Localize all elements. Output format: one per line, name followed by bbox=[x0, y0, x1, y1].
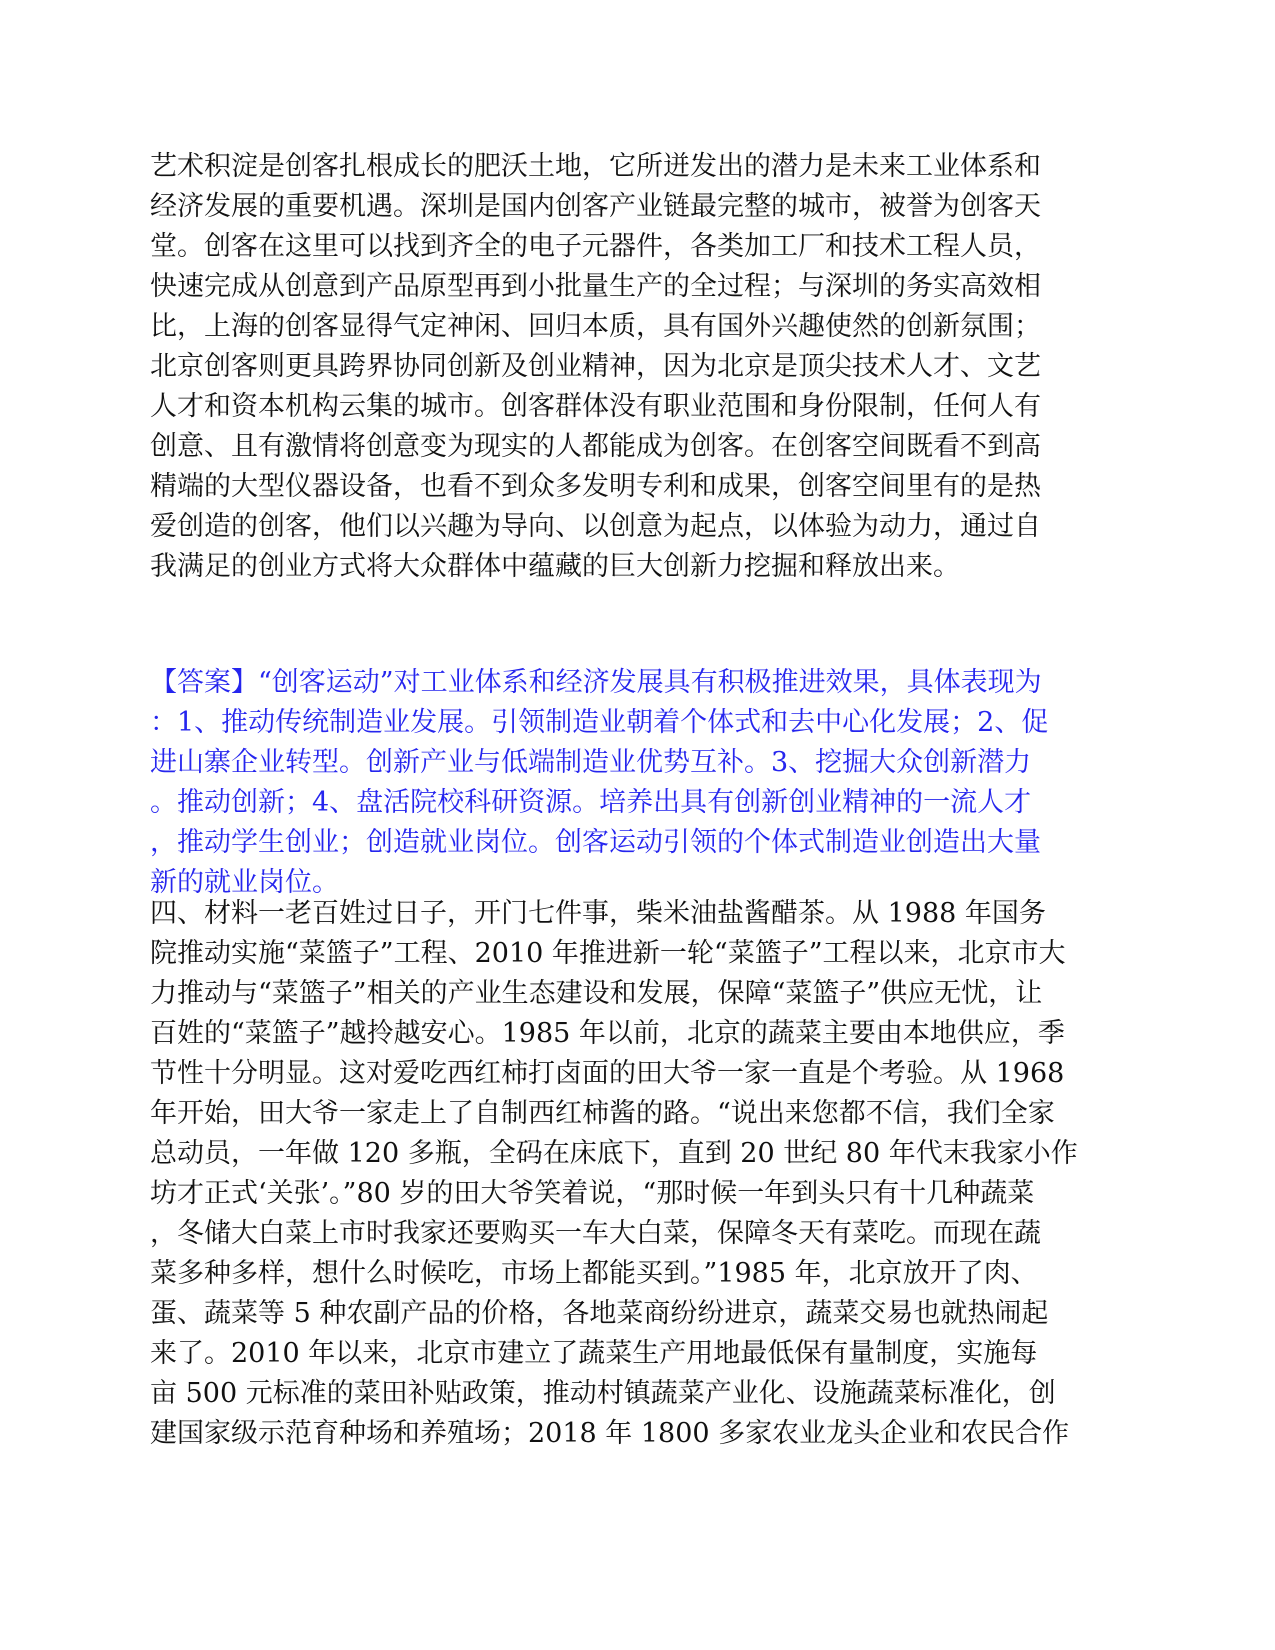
paragraph-2 bbox=[150, 894, 1130, 1454]
paragraph-2-line: 坊才正式‘关张’。”80 岁的田大爷笑着说，“那时候一年到头只有十几种蔬菜 bbox=[150, 1178, 1035, 1209]
paragraph-1-line: 艺术积淀是创客扎根成长的肥沃土地，它所迸发出的潜力是未来工业体系和 bbox=[150, 151, 1041, 182]
paragraph-2-line: ，冬储大白菜上市时我家还要购买一车大白菜，保障冬天有菜吃。而现在蔬 bbox=[150, 1218, 1041, 1249]
answer-paragraph bbox=[150, 663, 1130, 903]
paragraph-2-line: 年开始，田大爷一家走上了自制西红柿酱的路。“说出来您都不信，我们全家 bbox=[150, 1098, 1055, 1129]
paragraph-1-line: 快速完成从创意到产品原型再到小批量生产的全过程；与深圳的务实高效相 bbox=[150, 271, 1041, 302]
paragraph-2-line: 来了。2010 年以来，北京市建立了蔬菜生产用地最低保有量制度，实施每 bbox=[150, 1338, 1038, 1369]
answer-line: ，推动学生创业；创造就业岗位。创客运动引领的个体式制造业创造出大量 bbox=[150, 827, 1041, 858]
paragraph-1-line: 经济发展的重要机遇。深圳是国内创客产业链最完整的城市，被誉为创客天 bbox=[150, 191, 1041, 222]
paragraph-1-line: 我满足的创业方式将大众群体中蕴藏的巨大创新力挖掘和释放出来。 bbox=[150, 551, 960, 582]
paragraph-2-line: 蛋、蔬菜等 5 种农副产品的价格，各地菜商纷纷进京，蔬菜交易也就热闹起 bbox=[150, 1298, 1049, 1329]
paragraph-2-line: 四、材料一老百姓过日子，开门七件事，柴米油盐酱醋茶。从 1988 年国务 bbox=[150, 898, 1046, 929]
paragraph-2-line: 亩 500 元标准的菜田补贴政策，推动村镇蔬菜产业化、设施蔬菜标准化，创 bbox=[150, 1378, 1056, 1409]
paragraph-1 bbox=[150, 147, 1130, 587]
paragraph-2-line: 百姓的“菜篮子”越拎越安心。1985 年以前，北京的蔬菜主要由本地供应，季 bbox=[150, 1018, 1065, 1049]
paragraph-1-line: 堂。创客在这里可以找到齐全的电子元器件，各类加工厂和技术工程人员， bbox=[150, 231, 1041, 262]
paragraph-2-line: 节性十分明显。这对爱吃西红柿打卤面的田大爷一家一直是个考验。从 1968 bbox=[150, 1058, 1065, 1089]
answer-line: 进山寨企业转型。创新产业与低端制造业优势互补。3、挖掘大众创新潜力 bbox=[150, 747, 1032, 778]
paragraph-1-line: 人才和资本机构云集的城市。创客群体没有职业范围和身份限制，任何人有 bbox=[150, 391, 1041, 422]
paragraph-1-line: 爱创造的创客，他们以兴趣为导向、以创意为起点，以体验为动力，通过自 bbox=[150, 511, 1041, 542]
paragraph-1-line: 比，上海的创客显得气定神闲、回归本质，具有国外兴趣使然的创新氛围； bbox=[150, 311, 1041, 342]
paragraph-1-line: 精端的大型仪器设备，也看不到众多发明专利和成果，创客空间里有的是热 bbox=[150, 471, 1041, 502]
paragraph-1-line: 北京创客则更具跨界协同创新及创业精神，因为北京是顶尖技术人才、文艺 bbox=[150, 351, 1041, 382]
paragraph-2-line: 院推动实施“菜篮子”工程、2010 年推进新一轮“菜篮子”工程以来，北京市大 bbox=[150, 938, 1066, 969]
answer-line: 【答案】“创客运动”对工业体系和经济发展具有积极推进效果，具体表现为 bbox=[150, 667, 1042, 698]
answer-line: 。推动创新；4、盘活院校科研资源。培养出具有创新创业精神的一流人才 bbox=[150, 787, 1032, 818]
paragraph-1-line: 创意、且有激情将创意变为现实的人都能成为创客。在创客空间既看不到高 bbox=[150, 431, 1041, 462]
answer-line: 新的就业岗位。 bbox=[150, 867, 339, 898]
paragraph-2-line: 力推动与“菜篮子”相关的产业生态建设和发展，保障“菜篮子”供应无忧，让 bbox=[150, 978, 1043, 1009]
answer-line: ：1、推动传统制造业发展。引领制造业朝着个体式和去中心化发展；2、促 bbox=[150, 707, 1049, 738]
paragraph-2-line: 建国家级示范育种场和养殖场；2018 年 1800 多家农业龙头企业和农民合作 bbox=[150, 1418, 1070, 1449]
paragraph-2-line: 菜多种多样，想什么时候吃，市场上都能买到。”1985 年，北京放开了肉、 bbox=[150, 1258, 1038, 1289]
paragraph-2-line: 总动员，一年做 120 多瓶，全码在床底下，直到 20 世纪 80 年代末我家小作 bbox=[150, 1138, 1078, 1169]
